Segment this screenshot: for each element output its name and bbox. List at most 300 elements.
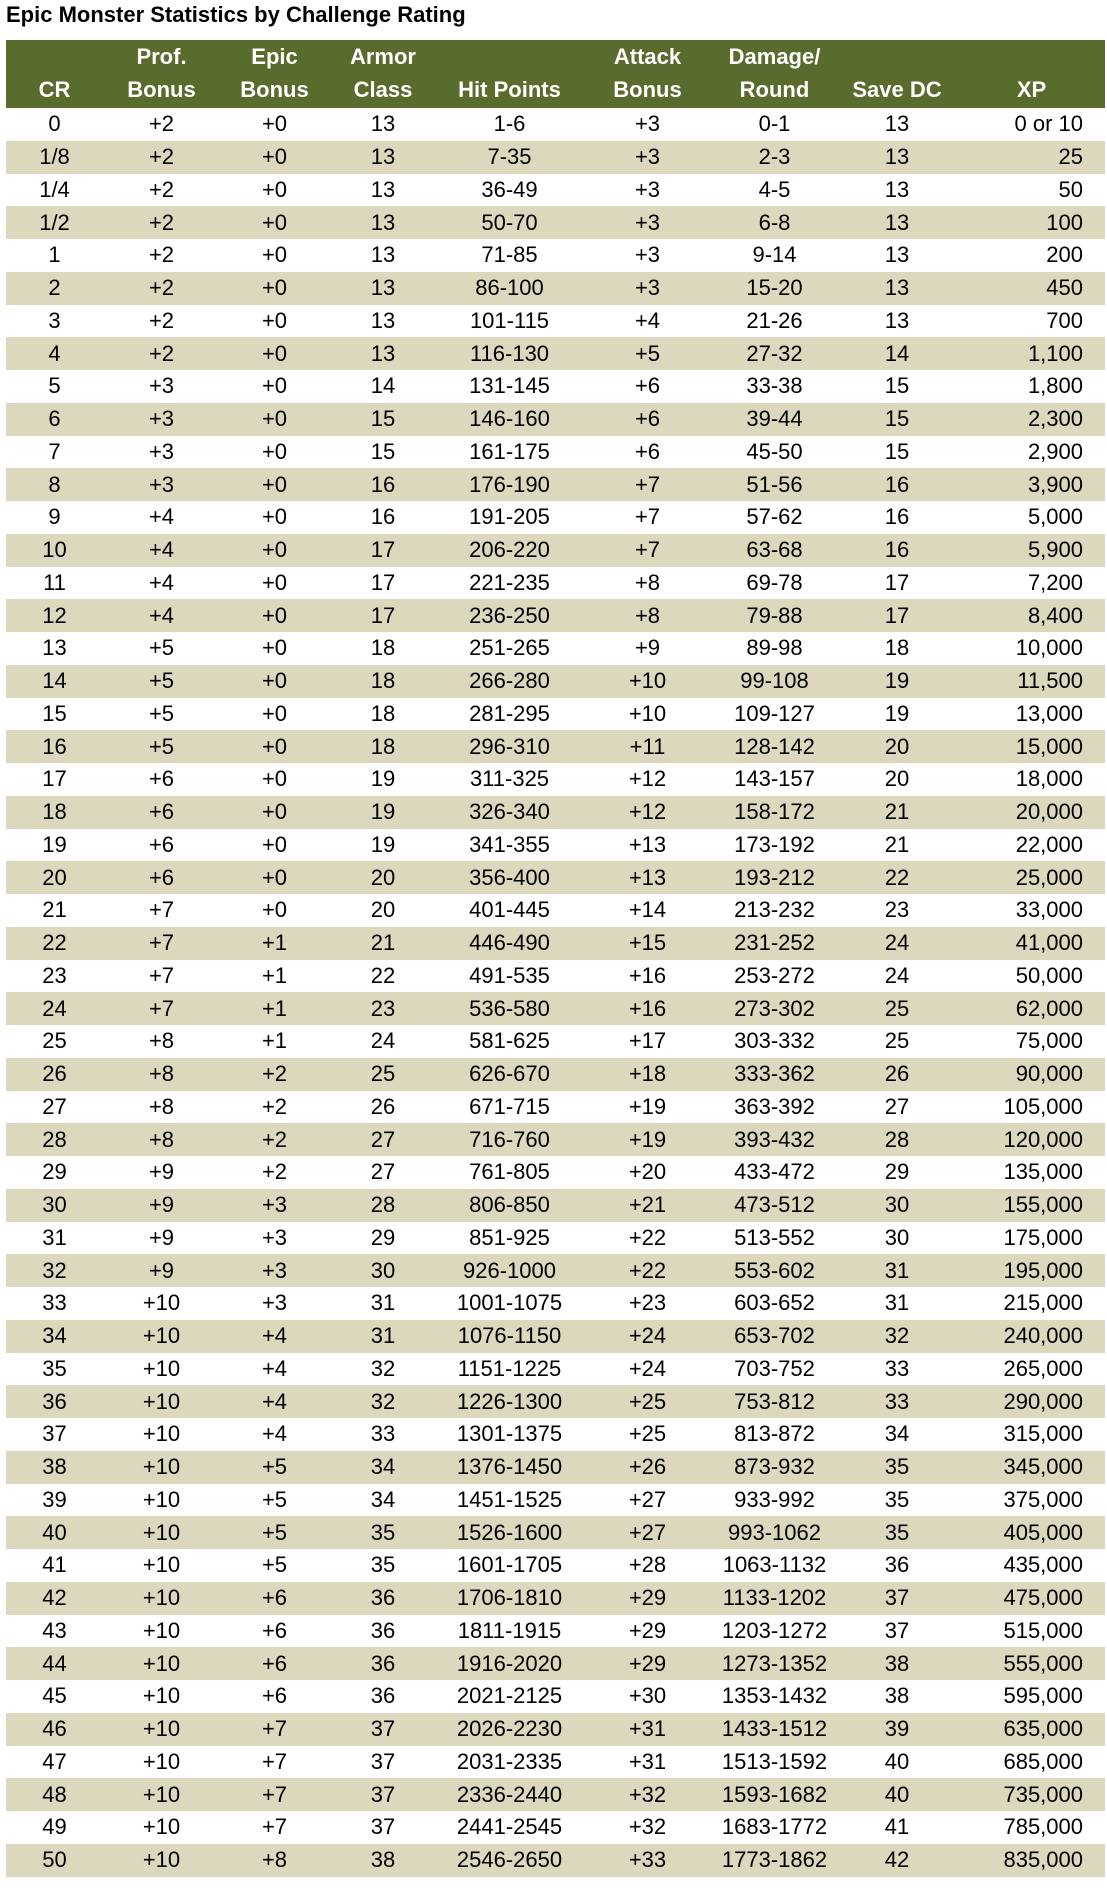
cell-epic-bonus: +0 [261, 504, 288, 530]
cell-xp: 555,000 [1003, 1650, 1083, 1676]
cell-xp: 25 [1058, 144, 1083, 170]
cell-armor-class: 33 [370, 1421, 396, 1447]
cell-prof-bonus: +10 [142, 1716, 181, 1742]
cell-epic-bonus: +0 [261, 406, 288, 432]
table-row [6, 1058, 1105, 1091]
cell-epic-bonus: +0 [261, 864, 288, 890]
cell-hit-points: 806-850 [469, 1192, 550, 1218]
cell-cr: 22 [42, 930, 67, 956]
cell-save-dc: 16 [884, 504, 910, 530]
table-row [6, 599, 1105, 632]
table-row [6, 1811, 1105, 1844]
cell-xp: 135,000 [1003, 1159, 1083, 1185]
cell-xp: 100 [1046, 209, 1083, 235]
cell-save-dc: 13 [884, 275, 910, 301]
cell-save-dc: 18 [884, 635, 910, 661]
cell-save-dc: 15 [884, 406, 910, 432]
cell-armor-class: 16 [370, 471, 396, 497]
cell-cr: 46 [42, 1716, 67, 1742]
cell-xp: 90,000 [1015, 1061, 1083, 1087]
cell-armor-class: 34 [370, 1486, 396, 1512]
cell-damage-round: 15-20 [746, 275, 803, 301]
cell-cr: 3 [48, 307, 61, 333]
cell-armor-class: 13 [370, 111, 396, 137]
table-row [6, 1091, 1105, 1124]
cell-prof-bonus: +10 [142, 1519, 181, 1545]
cell-xp: 685,000 [1003, 1748, 1083, 1774]
cell-attack-bonus: +33 [628, 1847, 667, 1873]
cell-damage-round: 1513-1592 [721, 1748, 828, 1774]
cell-cr: 21 [42, 897, 67, 923]
header-row [6, 40, 1105, 108]
cell-damage-round: 213-232 [734, 897, 815, 923]
cell-hit-points: 491-535 [469, 962, 550, 988]
cell-hit-points: 1916-2020 [456, 1650, 563, 1676]
cell-attack-bonus: +3 [634, 111, 661, 137]
cell-epic-bonus: +5 [261, 1486, 288, 1512]
cell-epic-bonus: +2 [261, 1159, 288, 1185]
cell-epic-bonus: +4 [261, 1388, 288, 1414]
cell-armor-class: 15 [370, 406, 396, 432]
table-row [6, 534, 1105, 567]
cell-epic-bonus: +0 [261, 176, 288, 202]
cell-cr: 11 [43, 569, 66, 595]
cell-attack-bonus: +21 [628, 1192, 667, 1218]
table-row [6, 370, 1105, 403]
cell-damage-round: 1133-1202 [722, 1585, 827, 1611]
cell-epic-bonus: +0 [261, 537, 288, 563]
cell-hit-points: 1226-1300 [456, 1388, 563, 1414]
cell-cr: 43 [42, 1617, 67, 1643]
cell-cr: 1/4 [39, 176, 70, 202]
cell-hit-points: 536-580 [469, 995, 550, 1021]
cell-epic-bonus: +0 [261, 144, 288, 170]
cell-hit-points: 296-310 [469, 733, 550, 759]
column-header-xp: XP [1016, 77, 1047, 102]
column-header-cr: CR [38, 77, 71, 102]
cell-cr: 30 [42, 1192, 67, 1218]
cell-damage-round: 1203-1272 [721, 1617, 828, 1643]
cell-xp: 10,000 [1015, 635, 1083, 661]
document-title: Epic Monster Statistics by Challenge Rating [6, 2, 466, 27]
cell-prof-bonus: +4 [148, 602, 175, 628]
cell-save-dc: 13 [884, 111, 910, 137]
cell-xp: 450 [1046, 275, 1083, 301]
cell-save-dc: 28 [884, 1126, 910, 1152]
cell-prof-bonus: +5 [148, 700, 175, 726]
cell-save-dc: 26 [884, 1061, 910, 1087]
table-row [6, 1287, 1105, 1320]
cell-prof-bonus: +9 [148, 1257, 175, 1283]
cell-hit-points: 1811-1915 [457, 1617, 562, 1643]
cell-save-dc: 13 [884, 144, 910, 170]
cell-hit-points: 626-670 [469, 1061, 550, 1087]
cell-armor-class: 37 [370, 1781, 396, 1807]
cell-save-dc: 15 [884, 438, 910, 464]
cell-hit-points: 1526-1600 [456, 1519, 563, 1545]
cell-epic-bonus: +3 [261, 1192, 288, 1218]
cell-prof-bonus: +10 [142, 1486, 181, 1512]
cell-save-dc: 21 [884, 831, 910, 857]
cell-hit-points: 581-625 [469, 1028, 550, 1054]
cell-damage-round: 603-652 [734, 1290, 815, 1316]
cell-xp: 405,000 [1003, 1519, 1083, 1545]
cell-xp: 735,000 [1003, 1781, 1083, 1807]
cell-epic-bonus: +0 [261, 635, 288, 661]
table-row [6, 1353, 1105, 1386]
cell-xp: 2,900 [1027, 438, 1083, 464]
table-row [6, 1746, 1105, 1779]
cell-prof-bonus: +2 [148, 111, 175, 137]
cell-epic-bonus: +0 [261, 700, 288, 726]
cell-save-dc: 34 [884, 1421, 910, 1447]
cell-attack-bonus: +29 [628, 1617, 667, 1643]
cell-xp: 8,400 [1027, 602, 1083, 628]
cell-save-dc: 13 [884, 242, 910, 268]
cell-damage-round: 69-78 [746, 569, 803, 595]
cell-prof-bonus: +10 [142, 1814, 181, 1840]
cell-armor-class: 26 [370, 1093, 396, 1119]
cell-xp: 195,000 [1003, 1257, 1083, 1283]
table-row [6, 992, 1105, 1025]
cell-armor-class: 18 [370, 700, 396, 726]
cell-attack-bonus: +5 [634, 340, 661, 366]
cell-xp: 33,000 [1015, 897, 1083, 923]
table-row [6, 206, 1105, 239]
cell-epic-bonus: +3 [261, 1224, 288, 1250]
cell-hit-points: 761-805 [469, 1159, 550, 1185]
cell-prof-bonus: +10 [142, 1323, 181, 1349]
cell-armor-class: 22 [370, 962, 396, 988]
cell-armor-class: 34 [370, 1454, 396, 1480]
cell-armor-class: 36 [370, 1683, 396, 1709]
cell-hit-points: 1001-1075 [456, 1290, 563, 1316]
cell-prof-bonus: +7 [148, 930, 175, 956]
cell-save-dc: 20 [884, 766, 910, 792]
cell-save-dc: 31 [884, 1290, 910, 1316]
cell-cr: 32 [42, 1257, 67, 1283]
cell-attack-bonus: +3 [634, 275, 661, 301]
cell-cr: 24 [42, 995, 67, 1021]
cell-cr: 48 [42, 1781, 67, 1807]
cell-attack-bonus: +7 [634, 471, 661, 497]
cell-epic-bonus: +1 [261, 995, 288, 1021]
table-row [6, 337, 1105, 370]
cell-cr: 19 [42, 831, 67, 857]
cell-attack-bonus: +30 [628, 1683, 667, 1709]
cell-hit-points: 206-220 [469, 537, 550, 563]
cell-xp: 515,000 [1003, 1617, 1083, 1643]
table-row [6, 1713, 1105, 1746]
cell-armor-class: 32 [370, 1388, 396, 1414]
cell-xp: 25,000 [1015, 864, 1083, 890]
cell-xp: 5,900 [1027, 537, 1083, 563]
cell-xp: 11,500 [1017, 668, 1083, 694]
cell-xp: 0 or 10 [1014, 111, 1083, 137]
cell-armor-class: 18 [370, 635, 396, 661]
cell-cr: 18 [42, 799, 67, 825]
cell-damage-round: 99-108 [740, 668, 809, 694]
cell-xp: 2,300 [1027, 406, 1083, 432]
cell-prof-bonus: +10 [142, 1421, 181, 1447]
table-row [6, 1451, 1105, 1484]
cell-hit-points: 7-35 [487, 144, 532, 170]
cell-armor-class: 35 [370, 1519, 396, 1545]
cell-save-dc: 30 [884, 1224, 910, 1250]
cell-damage-round: 79-88 [746, 602, 803, 628]
cell-attack-bonus: +31 [628, 1716, 667, 1742]
cell-prof-bonus: +2 [148, 307, 175, 333]
cell-save-dc: 24 [884, 962, 910, 988]
table-row [6, 1123, 1105, 1156]
cell-epic-bonus: +2 [261, 1093, 288, 1119]
cell-cr: 27 [42, 1093, 67, 1119]
cell-save-dc: 23 [884, 897, 910, 923]
cell-prof-bonus: +4 [148, 504, 175, 530]
cell-epic-bonus: +4 [261, 1421, 288, 1447]
column-header-damage-round: Damage/ Round [728, 44, 821, 102]
cell-damage-round: 303-332 [734, 1028, 815, 1054]
cell-hit-points: 1451-1525 [456, 1486, 563, 1512]
cell-prof-bonus: +8 [148, 1061, 175, 1087]
cell-xp: 375,000 [1003, 1486, 1083, 1512]
cell-hit-points: 161-175 [469, 438, 550, 464]
cell-cr: 20 [42, 864, 67, 890]
cell-epic-bonus: +0 [261, 340, 288, 366]
cell-damage-round: 873-932 [734, 1454, 815, 1480]
cell-prof-bonus: +8 [148, 1093, 175, 1119]
cell-damage-round: 653-702 [734, 1323, 815, 1349]
cell-epic-bonus: +3 [261, 1257, 288, 1283]
cell-xp: 175,000 [1003, 1224, 1083, 1250]
cell-armor-class: 35 [370, 1552, 396, 1578]
cell-hit-points: 266-280 [469, 668, 550, 694]
cell-attack-bonus: +16 [628, 995, 667, 1021]
cell-attack-bonus: +24 [628, 1355, 667, 1381]
cell-prof-bonus: +10 [142, 1847, 181, 1873]
cell-cr: 16 [42, 733, 67, 759]
cell-save-dc: 24 [884, 930, 910, 956]
cell-attack-bonus: +32 [628, 1781, 667, 1807]
cell-attack-bonus: +22 [628, 1257, 667, 1283]
cell-armor-class: 37 [370, 1748, 396, 1774]
cell-hit-points: 311-325 [469, 766, 550, 792]
cell-hit-points: 2031-2335 [456, 1748, 563, 1774]
cell-armor-class: 21 [370, 930, 396, 956]
cell-epic-bonus: +0 [261, 275, 288, 301]
cell-damage-round: 63-68 [746, 537, 803, 563]
cell-prof-bonus: +3 [148, 373, 175, 399]
cell-armor-class: 36 [370, 1585, 396, 1611]
column-header-attack-bonus: Attack Bonus [613, 44, 682, 102]
cell-damage-round: 1683-1772 [721, 1814, 828, 1840]
cell-cr: 29 [42, 1159, 67, 1185]
cell-xp: 20,000 [1015, 799, 1083, 825]
cell-prof-bonus: +10 [142, 1781, 181, 1807]
cell-attack-bonus: +3 [634, 176, 661, 202]
cell-epic-bonus: +2 [261, 1126, 288, 1152]
cell-save-dc: 31 [884, 1257, 910, 1283]
cell-save-dc: 35 [884, 1454, 910, 1480]
cell-save-dc: 19 [884, 668, 910, 694]
table-row [6, 1582, 1105, 1615]
table-row [6, 927, 1105, 960]
cell-cr: 49 [42, 1814, 67, 1840]
cell-prof-bonus: +10 [142, 1683, 181, 1709]
cell-attack-bonus: +14 [628, 897, 667, 923]
cell-save-dc: 22 [884, 864, 910, 890]
cell-epic-bonus: +0 [261, 471, 288, 497]
cell-damage-round: 1593-1682 [721, 1781, 828, 1807]
cell-attack-bonus: +25 [628, 1421, 667, 1447]
cell-damage-round: 21-26 [746, 307, 803, 333]
cell-save-dc: 14 [884, 340, 910, 366]
cell-hit-points: 671-715 [469, 1093, 550, 1119]
cell-epic-bonus: +0 [261, 438, 288, 464]
cell-damage-round: 553-602 [734, 1257, 815, 1283]
cell-attack-bonus: +3 [634, 144, 661, 170]
cell-epic-bonus: +1 [261, 930, 288, 956]
cell-armor-class: 31 [370, 1323, 396, 1349]
cell-epic-bonus: +0 [261, 897, 288, 923]
cell-hit-points: 146-160 [469, 406, 550, 432]
cell-prof-bonus: +3 [148, 406, 175, 432]
cell-armor-class: 17 [370, 602, 396, 628]
table-row [6, 1222, 1105, 1255]
cell-damage-round: 813-872 [734, 1421, 815, 1447]
cell-xp: 475,000 [1003, 1585, 1083, 1611]
cell-attack-bonus: +6 [634, 438, 661, 464]
cell-xp: 75,000 [1015, 1028, 1083, 1054]
cell-xp: 835,000 [1003, 1847, 1083, 1873]
cell-armor-class: 17 [370, 569, 396, 595]
cell-save-dc: 27 [884, 1093, 910, 1119]
cell-prof-bonus: +8 [148, 1028, 175, 1054]
cell-attack-bonus: +6 [634, 373, 661, 399]
cell-prof-bonus: +6 [148, 766, 175, 792]
cell-epic-bonus: +0 [261, 766, 288, 792]
cell-attack-bonus: +31 [628, 1748, 667, 1774]
cell-epic-bonus: +0 [261, 307, 288, 333]
cell-prof-bonus: +9 [148, 1192, 175, 1218]
cell-prof-bonus: +2 [148, 242, 175, 268]
cell-save-dc: 41 [884, 1814, 910, 1840]
cell-xp: 215,000 [1003, 1290, 1083, 1316]
cell-xp: 5,000 [1027, 504, 1083, 530]
table-row [6, 665, 1105, 698]
cell-hit-points: 86-100 [475, 275, 544, 301]
cell-attack-bonus: +29 [628, 1585, 667, 1611]
cell-epic-bonus: +0 [261, 668, 288, 694]
cell-epic-bonus: +4 [261, 1355, 288, 1381]
cell-cr: 45 [42, 1683, 67, 1709]
cell-cr: 31 [42, 1224, 67, 1250]
cell-armor-class: 19 [370, 766, 396, 792]
cell-attack-bonus: +17 [628, 1028, 667, 1054]
cell-hit-points: 341-355 [469, 831, 550, 857]
table-row [6, 239, 1105, 272]
cell-attack-bonus: +12 [628, 799, 667, 825]
cell-attack-bonus: +7 [634, 537, 661, 563]
cell-save-dc: 36 [884, 1552, 910, 1578]
cell-damage-round: 143-157 [734, 766, 815, 792]
cell-hit-points: 926-1000 [463, 1257, 556, 1283]
cell-save-dc: 29 [884, 1159, 910, 1185]
cell-prof-bonus: +10 [142, 1355, 181, 1381]
table-row [6, 1418, 1105, 1451]
cell-epic-bonus: +7 [261, 1748, 288, 1774]
cell-save-dc: 40 [884, 1748, 910, 1774]
cell-epic-bonus: +8 [261, 1847, 288, 1873]
cell-armor-class: 31 [370, 1290, 396, 1316]
cell-damage-round: 1773-1862 [721, 1847, 828, 1873]
cell-armor-class: 19 [370, 831, 396, 857]
cell-damage-round: 253-272 [734, 962, 815, 988]
cell-epic-bonus: +6 [261, 1585, 288, 1611]
table-row [6, 1844, 1105, 1877]
cell-save-dc: 21 [884, 799, 910, 825]
cell-attack-bonus: +3 [634, 209, 661, 235]
cell-epic-bonus: +0 [261, 799, 288, 825]
cell-epic-bonus: +6 [261, 1650, 288, 1676]
cell-epic-bonus: +7 [261, 1716, 288, 1742]
table-row [6, 1254, 1105, 1287]
cell-attack-bonus: +10 [628, 700, 667, 726]
cell-prof-bonus: +10 [142, 1617, 181, 1643]
cell-cr: 7 [48, 438, 61, 464]
cell-cr: 50 [42, 1847, 67, 1873]
cell-cr: 35 [42, 1355, 67, 1381]
cell-hit-points: 2546-2650 [456, 1847, 563, 1873]
cell-prof-bonus: +9 [148, 1159, 175, 1185]
cell-prof-bonus: +5 [148, 668, 175, 694]
cell-damage-round: 1273-1352 [721, 1650, 828, 1676]
cell-armor-class: 13 [370, 144, 396, 170]
cell-xp: 62,000 [1015, 995, 1083, 1021]
cell-prof-bonus: +3 [148, 471, 175, 497]
cell-attack-bonus: +7 [634, 504, 661, 530]
cell-attack-bonus: +29 [628, 1650, 667, 1676]
cell-hit-points: 50-70 [481, 209, 538, 235]
cell-armor-class: 13 [370, 176, 396, 202]
cell-cr: 6 [48, 406, 61, 432]
cell-epic-bonus: +0 [261, 569, 288, 595]
cell-cr: 15 [42, 700, 67, 726]
cell-attack-bonus: +16 [628, 962, 667, 988]
cell-cr: 44 [42, 1650, 67, 1676]
cell-save-dc: 32 [884, 1323, 910, 1349]
cell-prof-bonus: +2 [148, 340, 175, 366]
cell-damage-round: 1353-1432 [721, 1683, 828, 1709]
cell-prof-bonus: +7 [148, 962, 175, 988]
cell-xp: 120,000 [1003, 1126, 1083, 1152]
cell-armor-class: 37 [370, 1814, 396, 1840]
cell-attack-bonus: +18 [628, 1061, 667, 1087]
table-row [6, 141, 1105, 174]
cell-hit-points: 326-340 [469, 799, 550, 825]
cell-attack-bonus: +27 [628, 1519, 667, 1545]
cell-prof-bonus: +7 [148, 897, 175, 923]
table-row [6, 403, 1105, 436]
cell-hit-points: 191-205 [469, 504, 550, 530]
cell-attack-bonus: +3 [634, 242, 661, 268]
cell-damage-round: 4-5 [758, 176, 791, 202]
cell-attack-bonus: +9 [634, 635, 661, 661]
cell-cr: 0 [48, 111, 61, 137]
cell-cr: 34 [42, 1323, 67, 1349]
cell-save-dc: 17 [884, 602, 910, 628]
cell-save-dc: 37 [884, 1585, 910, 1611]
